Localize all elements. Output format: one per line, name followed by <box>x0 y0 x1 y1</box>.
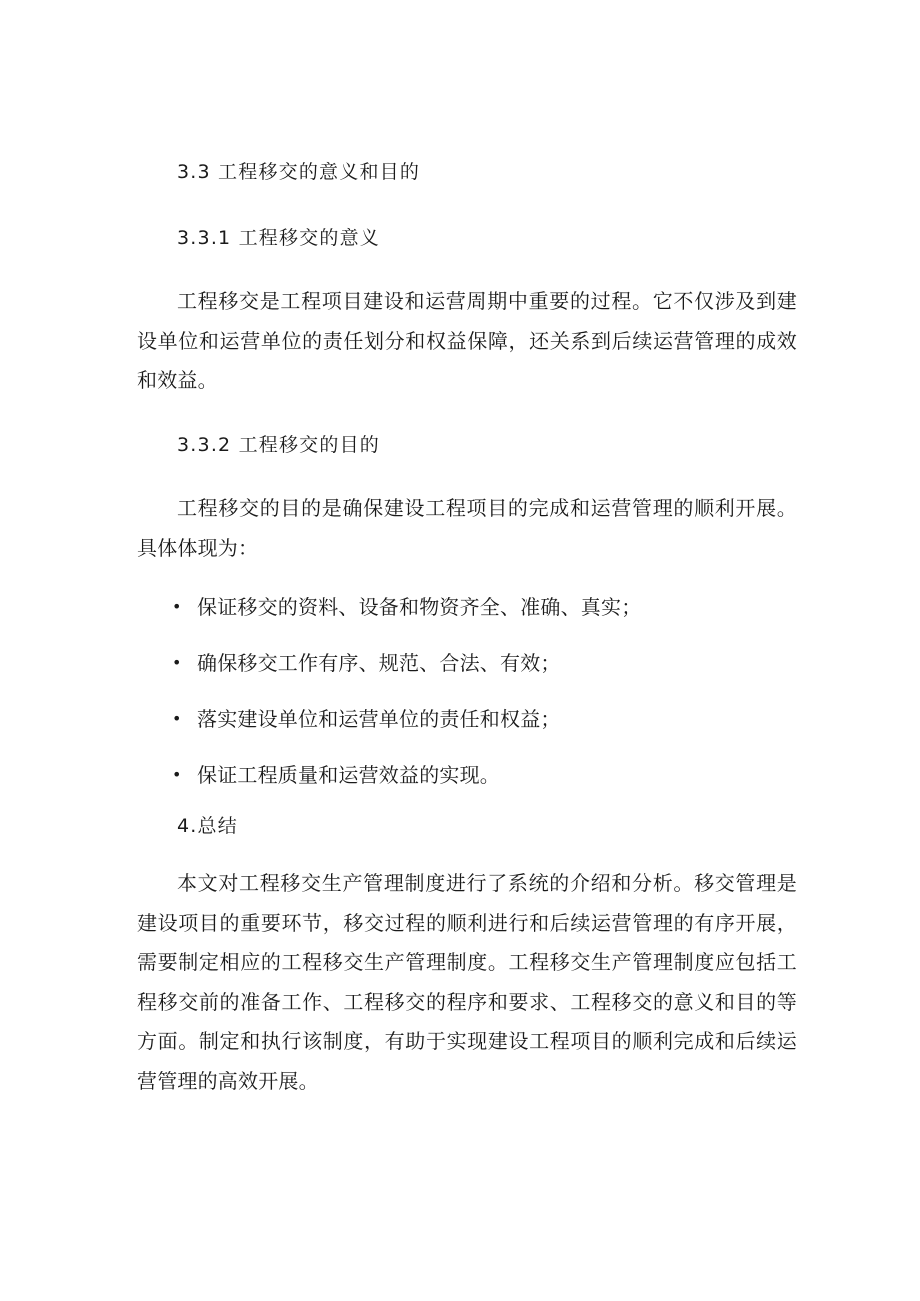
heading-3-3: 3.3 工程移交的意义和目的 <box>177 161 421 183</box>
paragraph-significance: 工程移交是工程项目建设和运营周期中重要的过程。它不仅涉及到建设单位和运营单位的责任划分和权益保障，还关系到后续运营管理的成效和效益。 <box>137 289 797 392</box>
bullet-icon: • <box>172 597 182 616</box>
paragraph-purpose: 工程移交的目的是确保建设工程项目的完成和运营管理的顺利开展。具体体现为： <box>137 496 797 560</box>
list-item-text: 落实建设单位和运营单位的责任和权益； <box>197 707 561 731</box>
bullet-icon: • <box>172 765 182 784</box>
heading-3-3-2: 3.3.2 工程移交的目的 <box>177 434 380 456</box>
heading-4-summary: 4.总结 <box>177 815 238 837</box>
list-item-text: 保证工程质量和运营效益的实现。 <box>197 763 500 787</box>
heading-3-3-1: 3.3.1 工程移交的意义 <box>177 227 380 249</box>
paragraph-summary: 本文对工程移交生产管理制度进行了系统的介绍和分析。移交管理是建设项目的重要环节，移交过程的顺利进行和后续运营管理的有序开展，需要制定相应的工程移交生产管理制度。工程移交生产管理制度应包括工程移交前的准备工作、工程移交的程序和要求、工程移交的意义和目的等方面。制定和执行该制度，有助于实现建设工程项目的顺利完成和后续运营管理的高效开展。 <box>137 871 797 1093</box>
bullet-icon: • <box>172 653 182 672</box>
bullet-icon: • <box>172 709 182 728</box>
list-item-text: 保证移交的资料、设备和物资齐全、准确、真实； <box>197 595 642 619</box>
list-item-text: 确保移交工作有序、规范、合法、有效； <box>197 651 561 675</box>
